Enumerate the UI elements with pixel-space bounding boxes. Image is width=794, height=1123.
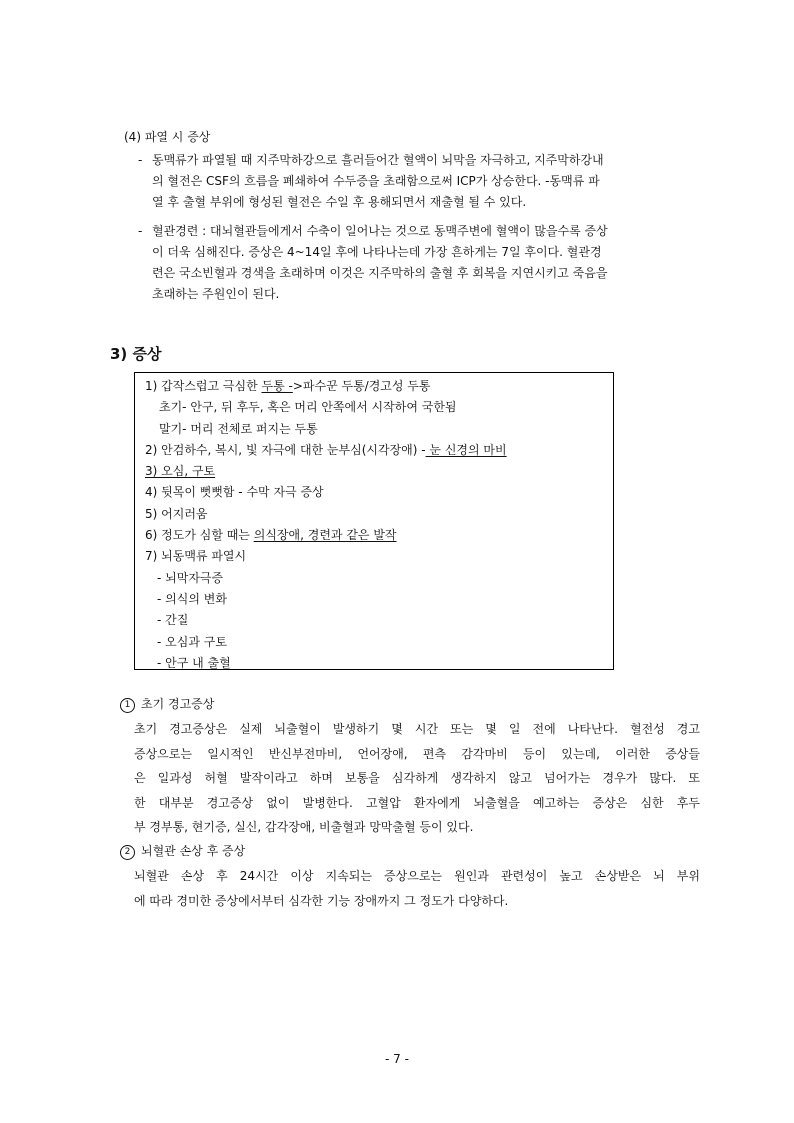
page-number: - 7 - — [385, 1052, 409, 1066]
symptom-line: 7) 뇌동맥류 파열시 — [145, 549, 247, 564]
symptom-line — [145, 376, 613, 397]
subheading-post-injury — [120, 841, 245, 862]
underlined-text: 의식장애, 경련과 같은 발작 — [253, 528, 397, 543]
paragraph-early-warning — [134, 717, 700, 840]
underlined-text: 3) 오심, 구토 — [145, 464, 216, 479]
bullet-marker: - — [138, 153, 143, 167]
symptoms-box — [134, 372, 614, 670]
symptom-line — [145, 440, 613, 461]
symptom-line: 초기- 안구, 뒤 후두, 혹은 머리 안쪽에서 시작하여 국한됨 — [159, 400, 457, 415]
text-line: 동맥류가 파열될 때 지주막하강으로 흘러들어간 혈액이 뇌막을 자극하고, 지주막하강내 — [152, 153, 604, 167]
text-line: 열 후 출혈 부위에 형성된 혈전은 수일 후 용해되면서 재출혈 될 수 있다. — [152, 195, 527, 209]
circled-number: 1 — [120, 698, 135, 713]
symptom-line — [145, 461, 613, 482]
text-line: 에 따라 경미한 증상에서부터 심각한 기능 장애까지 그 정도가 다양하다. — [134, 893, 509, 908]
bullet-item-vasospasm — [138, 221, 700, 305]
symptom-line: - 간질 — [157, 613, 189, 628]
bullet-marker: - — [138, 224, 143, 238]
paragraph-post-injury — [134, 864, 700, 913]
symptom-line: 5) 어지러움 — [145, 506, 208, 521]
text-line: 초래하는 주원인이 된다. — [152, 287, 280, 301]
text-line: 한 대부분 경고증상 없이 발병한다. 고혈압 환자에게 뇌출혈을 예고하는 증상은 심한 후두 — [134, 795, 700, 810]
symptom-text: 2) 안검하수, 복시, 빛 자극에 대한 눈부심(시각장애) - — [145, 442, 426, 457]
subheading-early-warning — [120, 694, 214, 715]
symptom-line: - 오심과 구토 — [157, 634, 227, 649]
symptom-line — [145, 525, 613, 546]
circled-number: 2 — [120, 845, 135, 860]
symptom-line: - 뇌막자극증 — [157, 570, 224, 585]
text-line: 련은 국소빈혈과 경색을 초래하며 이것은 지주막하의 출혈 후 회복을 지연시키고 죽음을 — [152, 266, 608, 280]
text-line: 의 혈전은 CSF의 흐름을 폐쇄하여 수두증을 초래함으로써 ICP가 상승한다. -동맥류 파 — [152, 174, 600, 188]
subheading-title: 뇌혈관 손상 후 증상 — [141, 844, 246, 858]
section-title-rupture-symptoms: (4) 파열 시 증상 — [124, 130, 211, 144]
symptom-line: 말기- 머리 전체로 퍼지는 두통 — [159, 421, 318, 436]
text-line: 은 일과성 허혈 발작이라고 하며 보통을 심각하게 생각하지 않고 넘어가는 경우가 많다. 또 — [134, 771, 700, 785]
symptom-line: 4) 뒷목이 뻣뻣함 - 수막 자극 증상 — [145, 485, 324, 500]
text-line: 부 경부통, 현기증, 실신, 감각장애, 비출혈과 망막출혈 등이 있다. — [134, 820, 474, 834]
underlined-text: 눈 신경의 마비 — [425, 442, 507, 457]
symptom-text: 1) 갑작스럽고 극심한 — [145, 379, 262, 393]
symptom-line: - 의식의 변화 — [157, 591, 227, 606]
text-line: 뇌혈관 손상 후 24시간 이상 지속되는 증상으로는 원인과 관련성이 높고 손상받은 뇌 부위 — [134, 869, 700, 883]
underlined-text: 두통 - — [261, 379, 293, 393]
text-line: 초기 경고증상은 실제 뇌출혈이 발생하기 몇 시간 또는 몇 일 전에 나타난다. 혈전성 경고 — [134, 722, 700, 736]
bullet-item-aneurysm-rupture — [138, 150, 700, 213]
symptom-line: - 안구 내 출혈 — [157, 655, 231, 670]
text-line: 증상으로는 일시적인 반신부전마비, 언어장애, 편측 감각마비 등이 있는데, 이러한 증상들 — [134, 746, 700, 761]
text-line: 혈관경련 : 대뇌혈관들에게서 수축이 일어나는 것으로 동맥주변에 혈액이 많을수록 증상 — [152, 224, 608, 238]
section-heading-symptoms: 3) 증상 — [110, 345, 162, 363]
text-line: 이 더욱 심해진다. 증상은 4~14일 후에 나타나는데 가장 흔하게는 7일 후이다. 혈관경 — [152, 245, 602, 259]
symptom-text: 6) 정도가 심할 때는 — [145, 528, 254, 543]
subheading-title: 초기 경고증상 — [141, 697, 215, 711]
symptom-text: >파수꾼 두통/경고성 두통 — [292, 379, 431, 393]
